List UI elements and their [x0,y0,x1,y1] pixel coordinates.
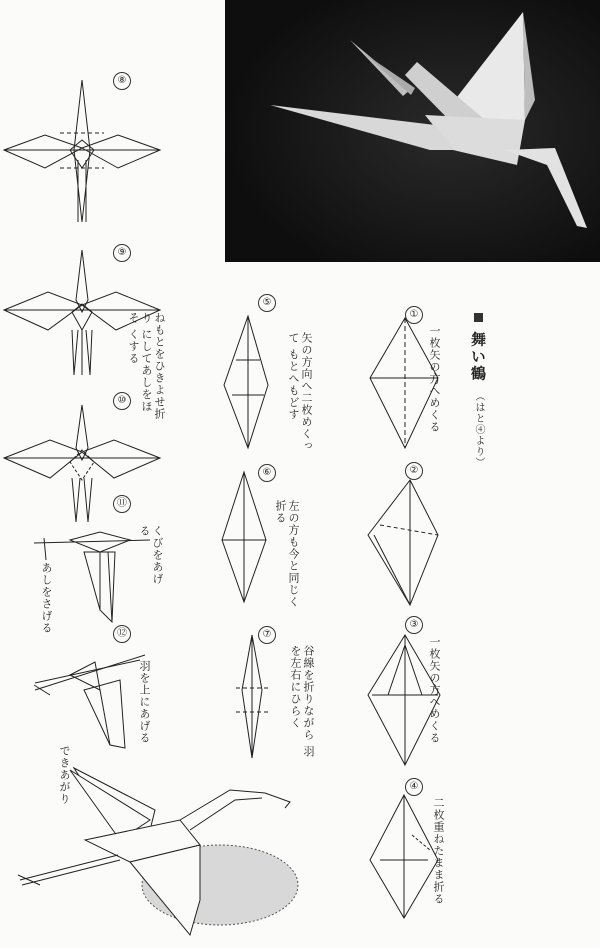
step-2-diagram [368,480,438,605]
step-number-7: ⑦ [258,626,276,644]
step-number-6: ⑥ [258,464,276,482]
step-3-text: 一枚矢の方へめくる [428,636,441,744]
step-number-3: ③ [405,616,423,634]
title-bullet [474,313,483,322]
step-number-11: ⑪ [113,495,131,513]
step-number-4: ④ [405,778,423,796]
step-12-diagram [34,655,145,748]
step-number-9: ⑨ [113,244,131,262]
diagram-title-block [468,313,489,468]
step-10-diagram [4,405,160,522]
step-number-1: ① [405,306,423,324]
step-number-8: ⑧ [113,72,131,90]
step-6-text: 左の方も今と同じく 折る [274,500,300,608]
step-7-text: 谷線を折りながら 羽を左右にひらく [289,645,315,758]
step-11-text-neck: くびをあげる [138,525,164,585]
step-5-diagram [224,316,268,448]
step-8-diagram [4,80,160,222]
diagram-title: 舞い鶴 [469,331,487,383]
step-4-diagram [370,795,438,918]
diagram-subtitle: （はと④より） [473,391,484,469]
step-number-2: ② [405,462,423,480]
step-number-5: ⑤ [258,294,276,312]
step-12-text: 羽を上にあげる [138,660,151,744]
step-6-diagram [222,472,266,602]
step-number-12: ⑫ [113,625,131,643]
step-11-text-legs: あしをさげる [40,562,53,634]
step-4-text: 二枚重ねたまま折る [432,797,445,905]
step-5-text: 矢の方向へ二枚めくって もとへもどす [287,332,313,452]
step-9-text: ねもとをひきよせ折り にしてあしをほそ くする [127,312,166,420]
step-number-10: ⑩ [113,392,131,410]
finished-label: できあがり [58,745,71,805]
step-7-diagram [236,635,268,758]
step-1-text: 一枚矢の方へめくる [428,325,441,433]
